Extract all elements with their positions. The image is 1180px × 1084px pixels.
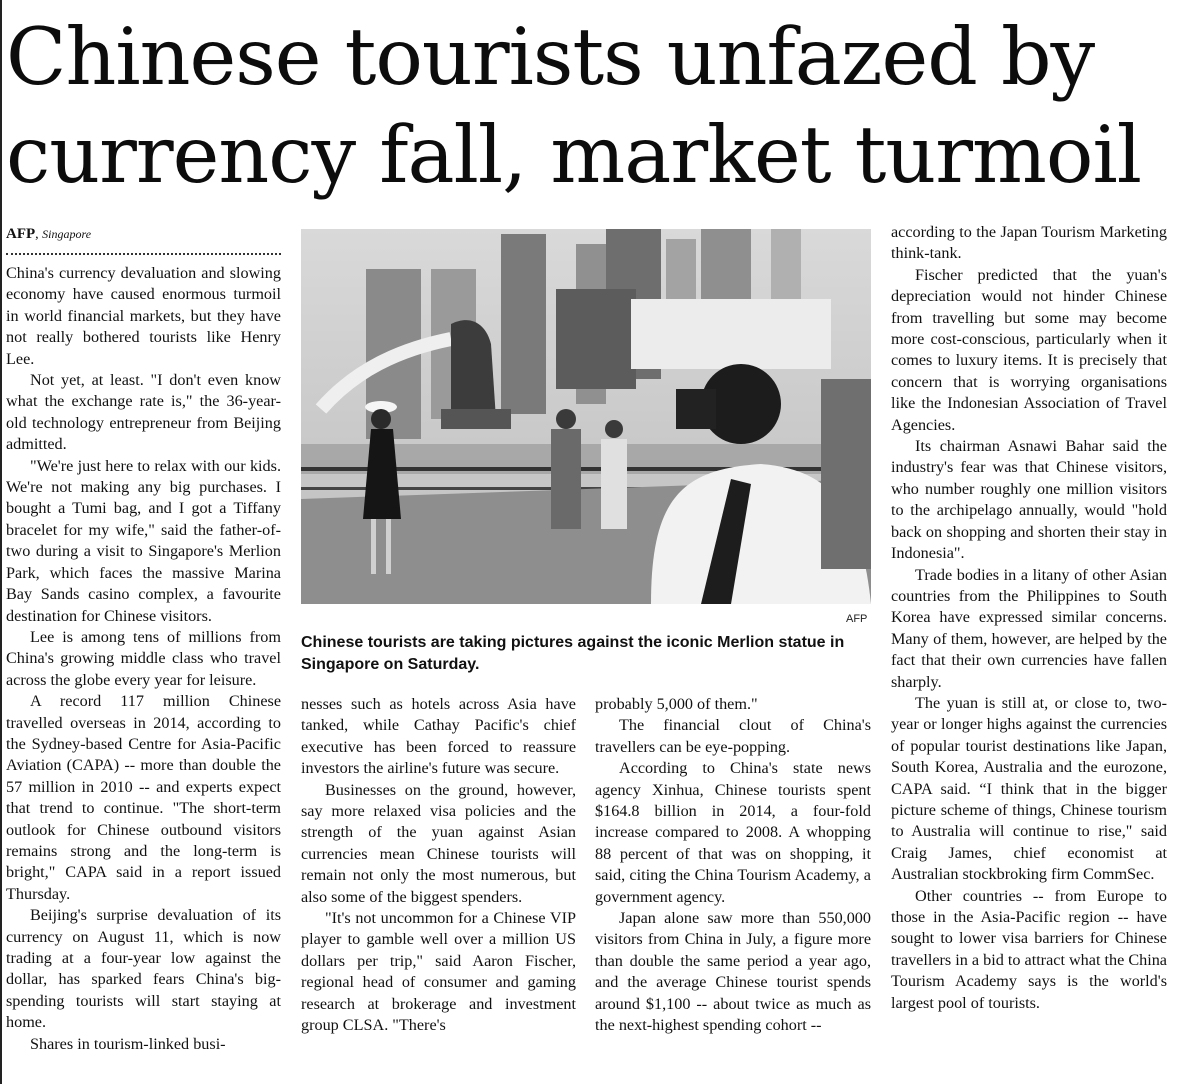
paragraph: Trade bodies in a litany of other Asian countries from the Philippines to South Korea have expressed similar concerns. Many of them, however, are helped by the fact that their own currencies have fallen sharply.	[891, 565, 1167, 691]
article-column-2	[301, 694, 576, 1037]
news-photo	[301, 229, 871, 604]
byline-location: Singapore	[42, 227, 92, 241]
headline: Chinese tourists unfazed by currency fall, market turmoil	[6, 11, 1142, 201]
paragraph: China's currency devaluation and slowing economy have caused enormous turmoil in world financial markets, but they have not really bothered tourists like Henry Lee.	[6, 264, 281, 368]
photo-caption: Chinese tourists are taking pictures against the iconic Merlion statue in Singapore on Saturday.	[301, 634, 845, 673]
paragraph: "It's not uncommon for a Chinese VIP player to gamble well over a million US dollars per trip," said Aaron Fischer, regional head of consumer and gaming research at brokerage and investment group CLSA. "There's	[301, 909, 576, 1035]
paragraph: according to the Japan Tourism Marketing think-tank.	[891, 223, 1167, 263]
article-column-4	[891, 222, 1167, 1014]
paragraph: Not yet, at least. "I don't even know what the exchange rate is," the 36-year-old technology entrepreneur from Beijing admitted.	[6, 371, 281, 454]
paragraph: Fischer predicted that the yuan's depreciation would not hinder Chinese from travelling but some may become more cost-conscious, particularly when it comes to luxury items. It is precisely that concern that is worrying organisations like the Indonesian Association of Travel Agencies.	[891, 265, 1167, 434]
paragraph: Beijing's surprise devaluation of its currency on August 11, which is now trading at a four-year low against the dollar, has sparked fears China's big-spending tourists will start staying at home.	[6, 906, 281, 1032]
paragraph: "We're just here to relax with our kids. We're not making any big purchases. I bought a Tumi bag, and I got a Tiffany bracelet for my wife," said the father-of-two during a visit to Singapore's Merlion Park, which faces the massive Marina Bay Sands casino complex, a favourite destination for Chinese visitors.	[6, 456, 281, 625]
article-column-1	[6, 263, 281, 1055]
byline-agency: AFP	[6, 226, 36, 242]
paragraph: A record 117 million Chinese travelled overseas in 2014, according to the Sydney-based Centre for Asia-Pacific Aviation (CAPA) -- more than double the 57 million in 2010 -- and experts expect that trend to continue. "The short-term outlook for Chinese outbound visitors remains strong and the long-term is bright," CAPA said in a report issued Thursday.	[6, 692, 281, 903]
dotted-rule	[6, 253, 281, 255]
paragraph: nesses such as hotels across Asia have tanked, while Cathay Pacific's chief executive has been forced to reassure investors the airline's future was secure.	[301, 695, 576, 778]
paragraph: Businesses on the ground, however, say more relaxed visa policies and the strength of the yuan against Asian currencies mean Chinese tourists will remain not only the most numerous, but also some of the biggest spenders.	[301, 780, 576, 906]
paragraph: Shares in tourism-linked busi-	[30, 1034, 226, 1053]
article-column-3	[595, 694, 871, 1037]
paragraph: The yuan is still at, or close to, two-year or longer highs against the currencies of popular tourist destinations like Japan, South Korea, Australia and the eurozone, CAPA said. “I think that in the bigger picture scheme of things, Chinese tourism to Australia will continue to rise," said Craig James, chief economist at Australian stockbroking firm CommSec.	[891, 693, 1167, 884]
paragraph: Its chairman Asnawi Bahar said the industry's fear was that Chinese visitors, who number roughly one million visitors to the archipelago annually, would "hold back on shopping and shorten their stay in Indonesia".	[891, 437, 1167, 563]
paragraph: probably 5,000 of them."	[595, 695, 758, 713]
paragraph: According to China's state news agency Xinhua, Chinese tourists spent $164.8 billion in 2014, a four-fold increase compared to 2008. A whopping 88 percent of that was on shopping, it said, citing the China Tourism Academy, a government agency.	[595, 759, 871, 906]
paragraph: Other countries -- from Europe to those in the Asia-Pacific region -- have sought to lower visa barriers for Chinese travellers in a bid to attract what the China Tourism Academy says is the world's largest pool of tourists.	[891, 886, 1167, 1012]
photo-credit: AFP	[846, 613, 868, 625]
byline: AFP, Singapore	[6, 226, 92, 242]
paragraph: Japan alone saw more than 550,000 visitors from China in July, a figure more than double the same period a year ago, and the average Chinese tourist spends around $1,100 -- about twice as much as the next-highest spending cohort --	[595, 909, 871, 1035]
merlion-photo-illustration	[301, 229, 871, 604]
paragraph: Lee is among tens of millions from China's growing middle class who travel across the globe every year for leisure.	[6, 627, 281, 689]
paragraph: The financial clout of China's travellers can be eye-popping.	[595, 716, 871, 756]
